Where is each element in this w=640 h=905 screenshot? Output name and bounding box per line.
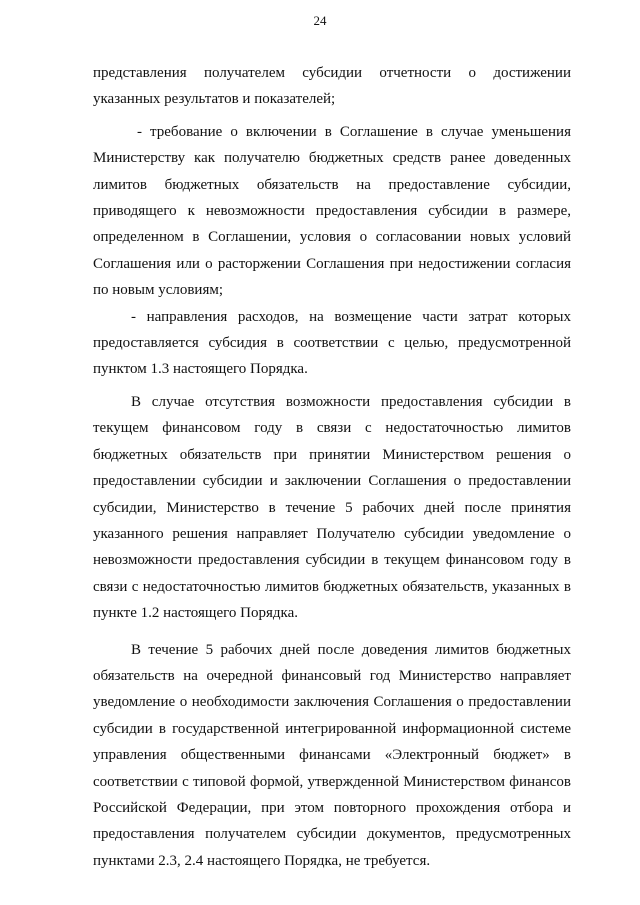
document-body [93,60,571,874]
page-number: 24 [313,13,327,28]
paragraph-continuation: представления получателем субсидии отчетности о достижении указанных результатов и показателей; [93,65,571,108]
paragraph-expense-direction-item: - направления расходов, на возмещение части затрат которых предоставляется субсидия в соответствии с целью, предусмотренной пунктом 1.3 настоящего Порядка. [93,308,571,378]
paragraph-insufficient-limits: В случае отсутствия возможности предоставления субсидии в текущем финансовом году в связи с недостаточностью лимитов бюджетных обязательств при принятии Министерством решения о предоставлении субсидии и заключении Соглашения о предоставлении субсидии, Министерство в течение 5 рабочих дней после принятия указанного решения направляет Получателю субсидии уведомление о невозможности предоставления субсидии в текущем финансовом году в связи с недостаточностью лимитов бюджетных обязательств, указанных в пункте 1.2 настоящего Порядка. [93,393,571,622]
paragraph-new-fiscal-year: В течение 5 рабочих дней после доведения лимитов бюджетных обязательств на очередной финансовый год Министерство направляет уведомление о необходимости заключения Соглашения о предоставлении субсидии в государственной интегрированной информационной системе управления общественными финансами «Электронный бюджет» в соответствии с типовой формой, утвержденной Министерством финансов Российской Федерации, при этом повторного прохождения отбора и предоставления получателем субсидии документов, предусмотренных пунктами 2.3, 2.4 настоящего Порядка, не требуется. [93,641,571,869]
paragraph-requirement-item: - требование о включении в Соглашение в случае уменьшения Министерству как получателю бюджетных средств ранее доведенных лимитов бюджетных обязательств на предоставление субсидии, приводящего к невозможности предоставления субсидии в размере, определенном в Соглашении, условия о согласовании новых условий Соглашения или о расторжении Соглашения при недостижении согласия по новым условиям; [93,123,571,299]
